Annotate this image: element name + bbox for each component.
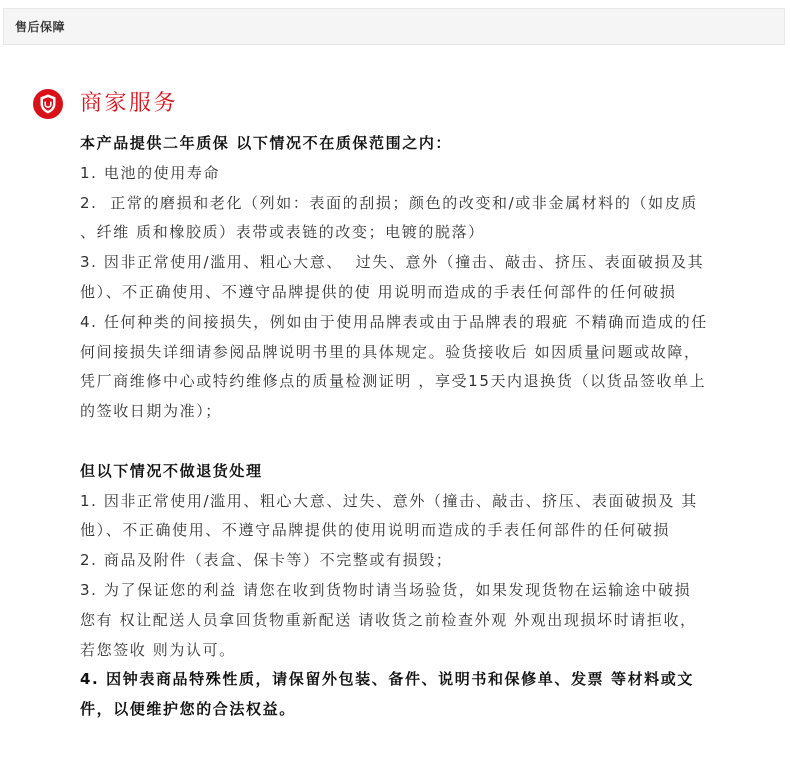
warranty-line: 何间接损失详细请参阅品牌说明书里的具体规定。验货接收后 如因质量问题或故障， [80,342,701,361]
no-return-line: 2. 商品及附件（表盒、保卡等）不完整或有损毁； [80,551,453,570]
no-return-line: 他）、不正确使用、不遵守品牌提供的使用说明而造成的手表任何部件的任何破损 [80,521,671,540]
warranty-line: 、纤维 质和橡胶质）表带或表链的改变；电镀的脱落） [80,223,485,242]
warranty-line: 1. 电池的使用寿命 [80,163,221,182]
warranty-line: 的签收日期为准）； [80,402,222,421]
warranty-line: 4. 任何种类的间接损失，例如由于使用品牌表或由于品牌表的瑕疵 不精确而造成的任 [80,312,708,331]
warranty-line: 他）、不正确使用、不遵守品牌提供的使 用说明而造成的手表任何部件的任何破损 [80,282,677,301]
shield-icon [33,89,63,119]
section-title: 商家服务 [80,91,179,116]
paragraph-spacer [80,427,780,457]
no-return-line: 1. 因非正常使用/滥用、粗心大意、过失、意外（撞击、敲击、挤压、表面破损及 其 [80,491,698,510]
service-content [80,129,780,725]
no-return-note-line: 4. 因钟表商品特殊性质，请保留外包装、备件、说明书和保修单、发票 等材料或文 [80,670,694,689]
warranty-line: 凭厂商维修中心或特约维修点的质量检测证明 ，享受15天内退换货（以货品签收单上 [80,372,707,391]
no-return-line: 若您签收 则为认可。 [80,640,236,659]
no-return-heading: 但以下情况不做退货处理 [80,461,263,480]
warranty-heading: 本产品提供二年质保 以下情况不在质保范围之内： [80,134,453,152]
after-sales-header [3,8,785,45]
header-title: 售后保障 [15,20,66,34]
no-return-note-line: 件，以便维护您的合法权益。 [80,700,296,719]
no-return-line: 3. 为了保证您的利益 请您在收到货物时请当场验货，如果发现货物在运输途中破损 [80,580,692,599]
no-return-line: 您有 权让配送人员拿回货物重新配送 请收货之前检查外观 外观出现损坏时请拒收， [80,610,697,629]
warranty-line: 2. 正常的磨损和老化（列如：表面的刮损；颜色的改变和/或非金属材料的（如皮质 [80,193,698,212]
warranty-line: 3. 因非正常使用/滥用、粗心大意、 过失、意外（撞击、敲击、挤压、表面破损及其 [80,253,705,272]
